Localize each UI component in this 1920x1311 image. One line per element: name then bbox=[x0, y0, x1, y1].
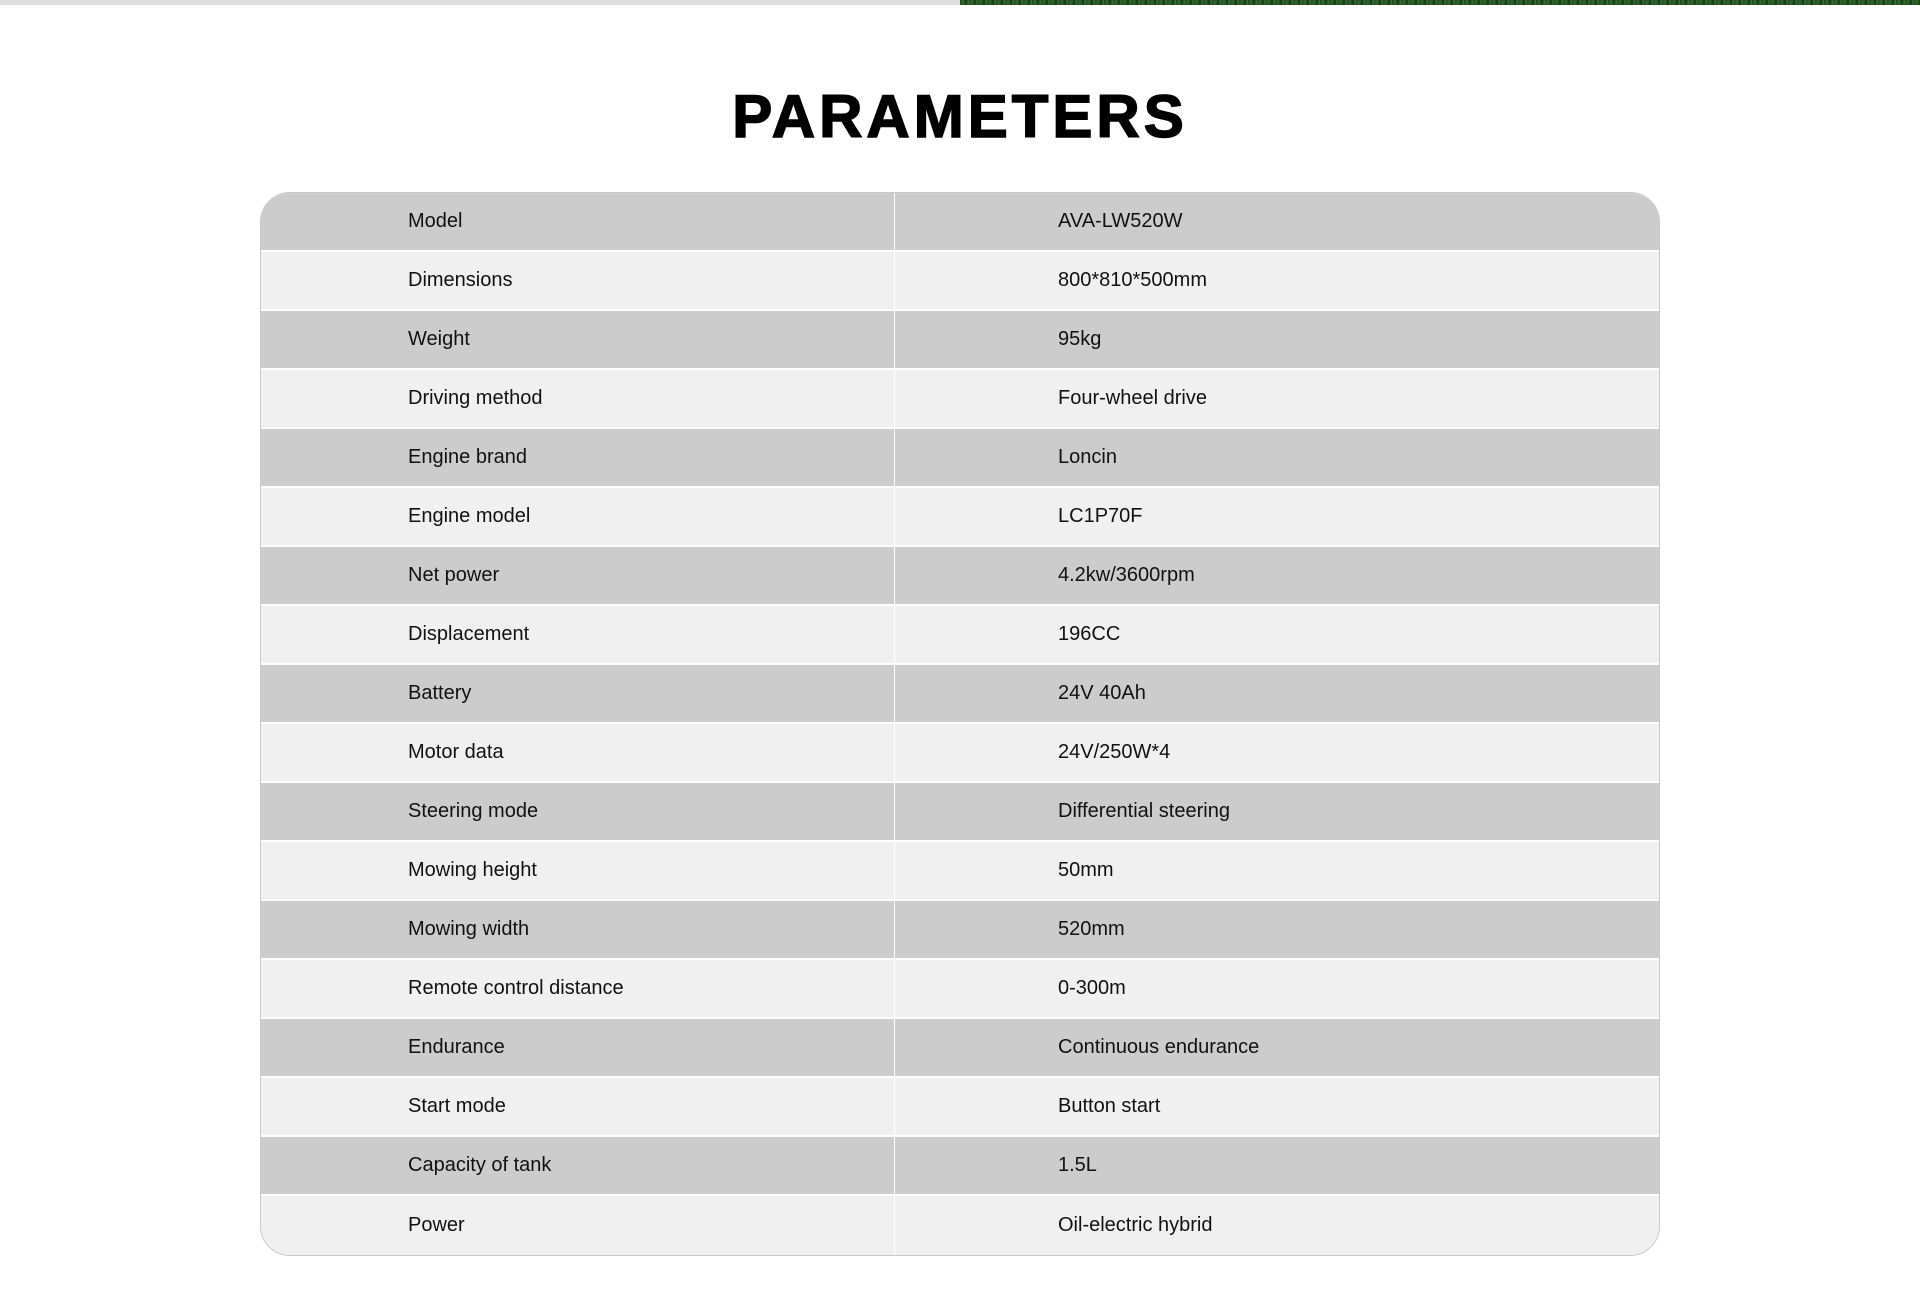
spec-value: 50mm bbox=[1058, 859, 1114, 881]
spec-value: AVA-LW520W bbox=[1058, 210, 1183, 232]
spec-label: Battery bbox=[261, 665, 895, 722]
spec-value: 196CC bbox=[1058, 623, 1121, 645]
spec-label: Engine brand bbox=[261, 429, 895, 486]
spec-value: Oil-electric hybrid bbox=[1058, 1214, 1213, 1236]
spec-label: Weight bbox=[261, 311, 895, 368]
top-banner-strip bbox=[0, 0, 1920, 5]
table-row bbox=[261, 1196, 1659, 1255]
table-row bbox=[261, 252, 1659, 311]
spec-value: 4.2kw/3600rpm bbox=[1058, 564, 1195, 586]
spec-value: 520mm bbox=[1058, 918, 1125, 940]
spec-value: 24V 40Ah bbox=[1058, 682, 1146, 704]
table-row bbox=[261, 724, 1659, 783]
table-row bbox=[261, 901, 1659, 960]
spec-value: 95kg bbox=[1058, 328, 1102, 350]
top-strip-grass-image bbox=[960, 0, 1920, 5]
table-row bbox=[261, 547, 1659, 606]
parameters-table bbox=[260, 192, 1660, 1256]
spec-label: Mowing height bbox=[261, 842, 895, 899]
table-row bbox=[261, 960, 1659, 1019]
table-row bbox=[261, 783, 1659, 842]
spec-label: Start mode bbox=[261, 1078, 895, 1135]
page-title: PARAMETERS bbox=[732, 83, 1188, 150]
spec-value: Differential steering bbox=[1058, 800, 1230, 822]
spec-value: Four-wheel drive bbox=[1058, 387, 1207, 409]
spec-value: 1.5L bbox=[1058, 1154, 1097, 1176]
spec-label: Power bbox=[261, 1196, 895, 1255]
table-row bbox=[261, 311, 1659, 370]
spec-value: Button start bbox=[1058, 1095, 1161, 1117]
top-strip-gray bbox=[0, 0, 960, 5]
table-row bbox=[261, 1019, 1659, 1078]
spec-value: Loncin bbox=[1058, 446, 1117, 468]
spec-value: 800*810*500mm bbox=[1058, 269, 1207, 291]
spec-label: Model bbox=[261, 193, 895, 250]
spec-label: Steering mode bbox=[261, 783, 895, 840]
spec-label: Net power bbox=[261, 547, 895, 604]
table-row bbox=[261, 1137, 1659, 1196]
spec-label: Engine model bbox=[261, 488, 895, 545]
spec-label: Displacement bbox=[261, 606, 895, 663]
table-row bbox=[261, 606, 1659, 665]
spec-label: Motor data bbox=[261, 724, 895, 781]
table-row bbox=[261, 429, 1659, 488]
spec-value: LC1P70F bbox=[1058, 505, 1143, 527]
spec-label: Dimensions bbox=[261, 252, 895, 309]
table-row bbox=[261, 370, 1659, 429]
table-row bbox=[261, 1078, 1659, 1137]
spec-label: Capacity of tank bbox=[261, 1137, 895, 1194]
table-row bbox=[261, 193, 1659, 252]
table-row bbox=[261, 488, 1659, 547]
spec-value: Continuous endurance bbox=[1058, 1036, 1260, 1058]
spec-label: Mowing width bbox=[261, 901, 895, 958]
table-row bbox=[261, 842, 1659, 901]
spec-label: Driving method bbox=[261, 370, 895, 427]
spec-label: Remote control distance bbox=[261, 960, 895, 1017]
spec-value: 0-300m bbox=[1058, 977, 1126, 999]
spec-value: 24V/250W*4 bbox=[1058, 741, 1171, 763]
table-row bbox=[261, 665, 1659, 724]
spec-label: Endurance bbox=[261, 1019, 895, 1076]
